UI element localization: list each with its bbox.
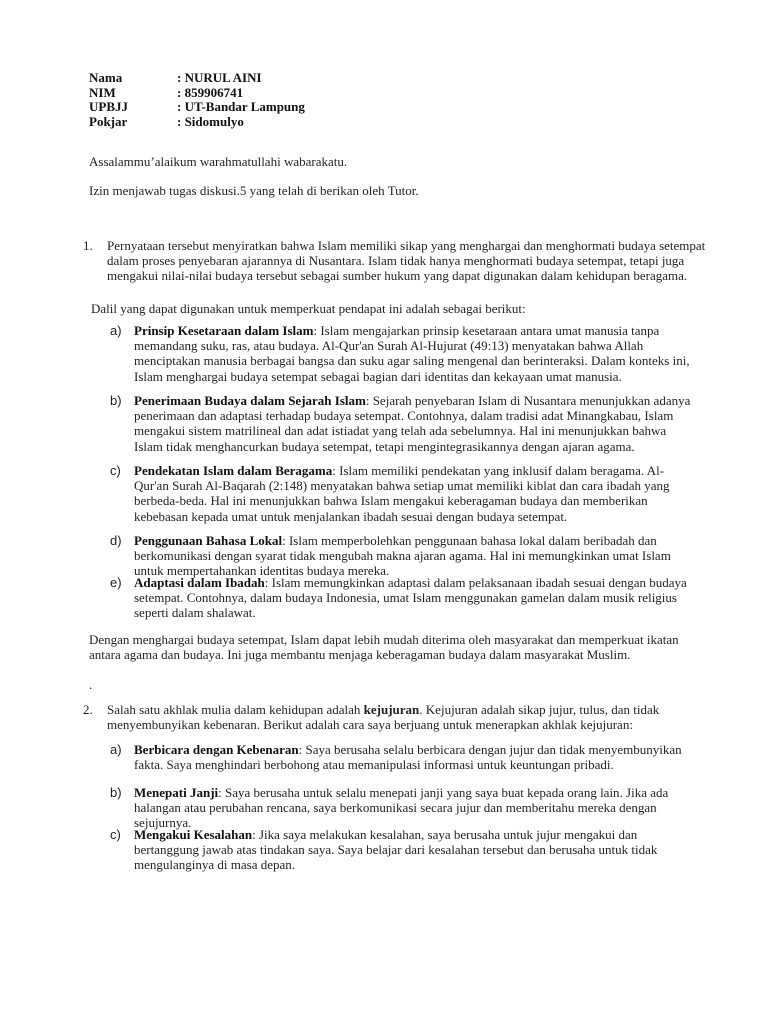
item-title: Berbicara dengan Kebenaran xyxy=(134,742,299,757)
identity-key: Nama xyxy=(89,70,123,85)
item-title: Penerimaan Budaya dalam Sejarah Islam xyxy=(134,393,366,408)
item-letter: b) xyxy=(110,785,122,800)
identity-value: : NURUL AINI xyxy=(177,70,262,85)
item-letter: c) xyxy=(110,463,121,478)
item-letter: c) xyxy=(110,827,121,842)
conclusion-text: Dengan menghargai budaya setempat, Islam dapat lebih mudah diterima oleh masyarakat dan memperkuat ikatan antara agama dan budaya. Ini juga membantu menjaga keberagaman budaya dalam masyarakat Muslim. xyxy=(89,632,679,662)
item-letter: a) xyxy=(110,323,122,338)
answer-2-keyword: kejujuran xyxy=(363,702,420,717)
identity-row xyxy=(89,71,305,86)
identity-value: : Sidomulyo xyxy=(177,113,244,129)
item-letter: d) xyxy=(110,533,122,548)
item-title: Mengakui Kesalahan xyxy=(134,827,253,842)
item-text xyxy=(134,575,694,621)
item-title: Pendekatan Islam dalam Beragama xyxy=(134,463,333,478)
dalil-intro: Dalil yang dapat digunakan untuk memperkuat pendapat ini adalah sebagai berikut: xyxy=(91,301,526,316)
item-body: : Islam memungkinkan adaptasi dalam pelaksanaan ibadah sesuai dengan budaya setempat. Contohnya, dalam budaya Indonesia, umat Islam menggunakan gamelan dalam musik religius seperti dalam shalawat. xyxy=(134,575,687,621)
intro-text: Izin menjawab tugas diskusi.5 yang telah di berikan oleh Tutor. xyxy=(89,183,419,198)
identity-key: Pokjar xyxy=(89,113,128,129)
identity-key: UPBJJ xyxy=(89,99,128,114)
stray-dot: . xyxy=(89,677,93,692)
answer-2-text-end: . Kejujuran adalah sikap jujur, tulus, dan tidak menyembunyikan kebenaran. Berikut adalah cara saya berjuang untuk menerapkan akhlak kejujuran: xyxy=(107,702,660,733)
item-body: : Saya berusaha selalu berbicara dengan jujur dan tidak menyembunyikan fakta. Saya menghindari berbohong atau memanipulasi informasi untuk keuntungan pribadi. xyxy=(134,742,682,773)
greeting: Assalammu’alaikum warahmatullahi wabarakatu. xyxy=(89,154,348,169)
item-letter: a) xyxy=(110,742,122,757)
identity-block xyxy=(89,71,305,129)
answer-number: 2. xyxy=(83,702,93,717)
item-body: : Islam memperbolehkan penggunaan bahasa lokal dalam beribadah dan berkomunikasi dengan syarat tidak mengubah makna ajaran agama. Hal ini memungkinkan umat Islam untuk mempertahankan identitas budaya mereka. xyxy=(134,533,671,579)
item-text xyxy=(134,533,694,579)
item-body: : Sejarah penyebaran Islam di Nusantara menunjukkan adanya penerimaan dan adaptasi terhadap budaya setempat. Contohnya, dalam tradisi adat Minangkabau, Islam mengakui sistem matrilineal dan adat istiadat yang telah ada sebelumnya. Hal ini menunjukkan bahwa Islam tidak menghancurkan budaya setempat, tetapi mengintegrasikannya dengan ajaran agama. xyxy=(134,393,691,454)
item-body: : Saya berusaha untuk selalu menepati janji yang saya buat kepada orang lain. Jika ada halangan atau perubahan rencana, saya berkomunikasi secara jujur dan memberitahu mereka dengan sejujurnya. xyxy=(134,785,669,831)
item-body: : Islam mengajarkan prinsip kesetaraan antara umat manusia tanpa memandang suku, ras, atau budaya. Al-Qur'an Surah Al-Hujurat (49:13) menyatakan bahwa Allah menciptakan manusia berbagai bangsa dan suku agar saling mengenal dan berinteraksi. Dalam konteks ini, Islam menghargai budaya setempat sebagai bagian dari identitas dan kekayaan umat manusia. xyxy=(134,323,690,384)
item-title: Prinsip Kesetaraan dalam Islam xyxy=(134,323,314,338)
item-text xyxy=(134,742,694,772)
identity-value: : 859906741 xyxy=(177,84,244,100)
item-text xyxy=(134,323,694,384)
answer-number: 1. xyxy=(83,238,93,253)
identity-value: : UT-Bandar Lampung xyxy=(177,99,305,114)
identity-row xyxy=(89,86,305,101)
item-text xyxy=(134,785,694,831)
answer-1-text: Pernyataan tersebut menyiratkan bahwa Islam memiliki sikap yang menghargai dan menghormati budaya setempat dalam proses penyebaran ajarannya di Nusantara. Islam tidak hanya menghormati budaya setempat, tetapi juga mengakui nilai-nilai budaya tersebut sebagai sumber hukum yang dapat digunakan dalam kehidupan beragama. xyxy=(107,238,706,284)
item-title: Penggunaan Bahasa Lokal xyxy=(134,533,283,548)
item-letter: e) xyxy=(110,575,122,590)
item-body: : Jika saya melakukan kesalahan, saya berusaha untuk jujur mengakui dan bertanggung jawab atas tindakan saya. Saya belajar dari kesalahan tersebut dan berusaha untuk tidak mengulanginya di masa depan. xyxy=(134,827,658,873)
item-title: Menepati Janji xyxy=(134,785,219,800)
item-text xyxy=(134,463,694,524)
item-body: : Islam memiliki pendekatan yang inklusif dalam beragama. Al-Qur'an Surah Al-Baqarah (2:148) menyatakan bahwa setiap umat memiliki kiblat dan cara ibadah yang berbeda-beda. Hal ini menunjukkan bahwa Islam mengakui keberagaman budaya dan memberikan kebebasan kepada umat untuk menjalankan ibadah sesuai dengan budaya setempat. xyxy=(134,463,670,524)
item-text xyxy=(134,827,694,873)
identity-row xyxy=(89,100,305,115)
item-text xyxy=(134,393,694,454)
answer-2-text-start: Salah satu akhlak mulia dalam kehidupan adalah xyxy=(107,702,364,717)
item-letter: b) xyxy=(110,393,122,408)
item-title: Adaptasi dalam Ibadah xyxy=(134,575,265,590)
identity-row xyxy=(89,115,305,130)
identity-key: NIM xyxy=(89,84,116,100)
answer-2-text xyxy=(107,702,707,732)
